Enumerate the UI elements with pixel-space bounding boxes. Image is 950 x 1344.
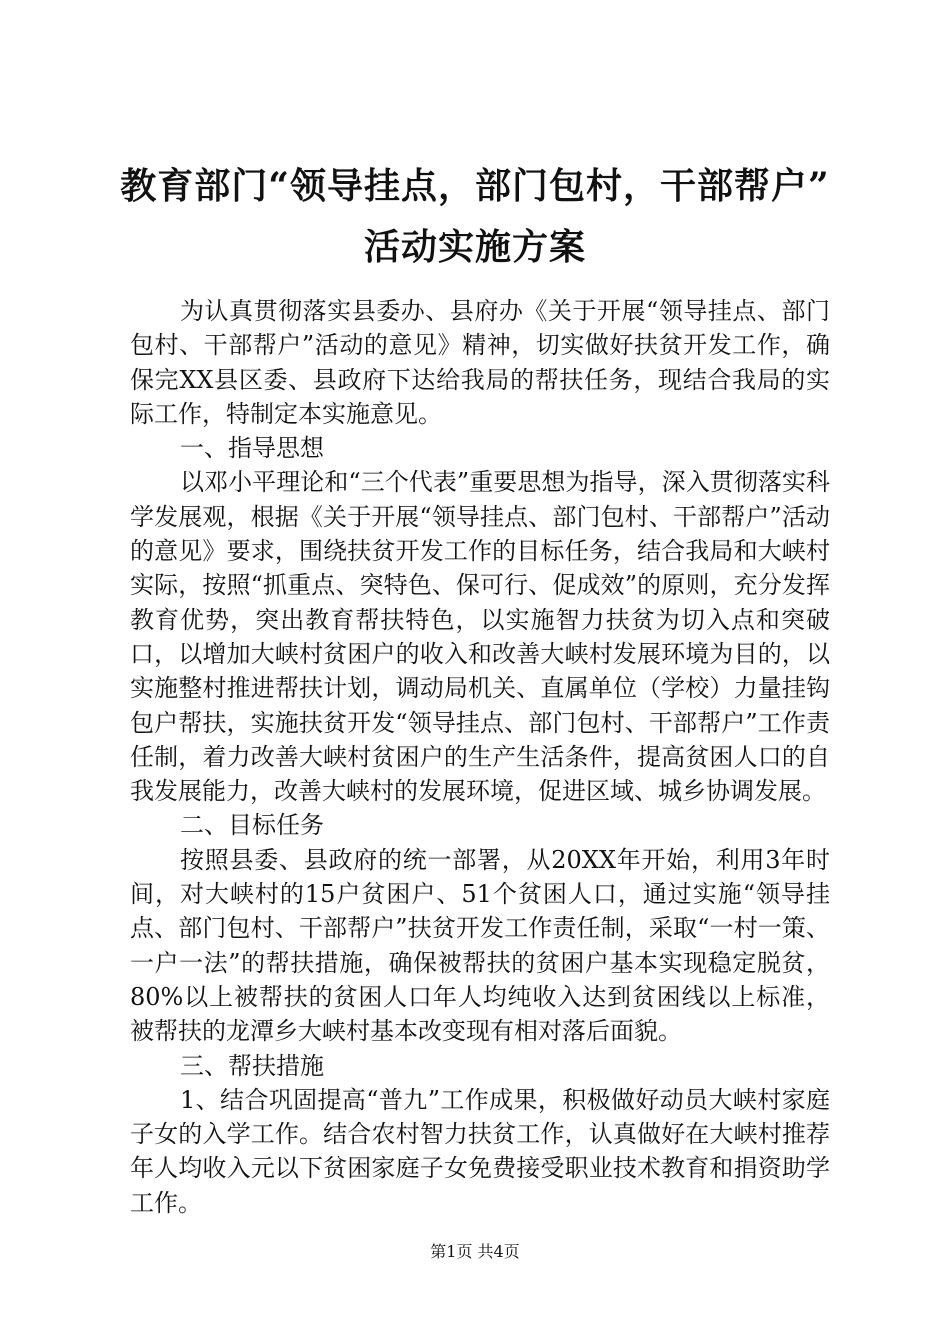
section-body-objectives: 按照县委、县政府的统一部署，从20XX年开始，利用3年时间，对大峡村的15户贫困户、51个贫困人口，通过实施“领导挂点、部门包村、干部帮户”扶贫开发工作责任制，采取“一村一策、一户一法”的帮扶措施，确保被帮扶的贫困户基本实现稳定脱贫，80%以上被帮扶的贫困人口年人均纯收入达到贫困线以上标准，被帮扶的龙潭乡大峡村基本改变现有相对落后面貌。 — [130, 845, 830, 1046]
section-heading-measures: 三、帮扶措施 — [180, 1051, 324, 1080]
measure-item-1: 1、结合巩固提高“普九”工作成果，积极做好动员大峡村家庭子女的入学工作。结合农村智力扶贫工作，认真做好在大峡村推荐年人均收入元以下贫困家庭子女免费接受职业技术教育和捐资助学工作。 — [130, 1085, 830, 1217]
document-title-line-1: 教育部门“领导挂点，部门包村，干部帮户” — [120, 165, 830, 207]
section-heading-guiding-ideology: 一、指导思想 — [180, 434, 324, 463]
intro-paragraph: 为认真贯彻落实县委办、县府办《关于开展“领导挂点、部门包村、干部帮户”活动的意见》精神，切实做好扶贫开发工作，确保完XX县区委、县政府下达给我局的帮扶任务，现结合我局的实际工作，特制定本实施意见。 — [130, 297, 830, 428]
section-heading-objectives: 二、目标任务 — [180, 811, 324, 840]
document-title-line-2: 活动实施方案 — [363, 226, 586, 268]
document-body — [130, 294, 830, 1220]
section-body-guiding-ideology: 以邓小平理论和“三个代表”重要思想为指导，深入贯彻落实科学发展观，根据《关于开展“领导挂点、部门包村、干部帮户”活动的意见》要求，围绕扶贫开发工作的目标任务，结合我局和大峡村实际，按照“抓重点、突特色、保可行、促成效”的原则，充分发挥教育优势，突出教育帮扶特色，以实施智力扶贫为切入点和突破口，以增加大峡村贫困户的收入和改善大峡村发展环境为目的，以实施整村推进帮扶计划，调动局机关、直属单位（学校）力量挂钩包户帮扶，实施扶贫开发“领导挂点、部门包村、干部帮户”工作责任制，着力改善大峡村贫困户的生产生活条件，提高贫困人口的自我发展能力，改善大峡村的发展环境，促进区域、城乡协调发展。 — [130, 468, 830, 806]
page-number-footer: 第1页 共4页 — [430, 1242, 520, 1261]
